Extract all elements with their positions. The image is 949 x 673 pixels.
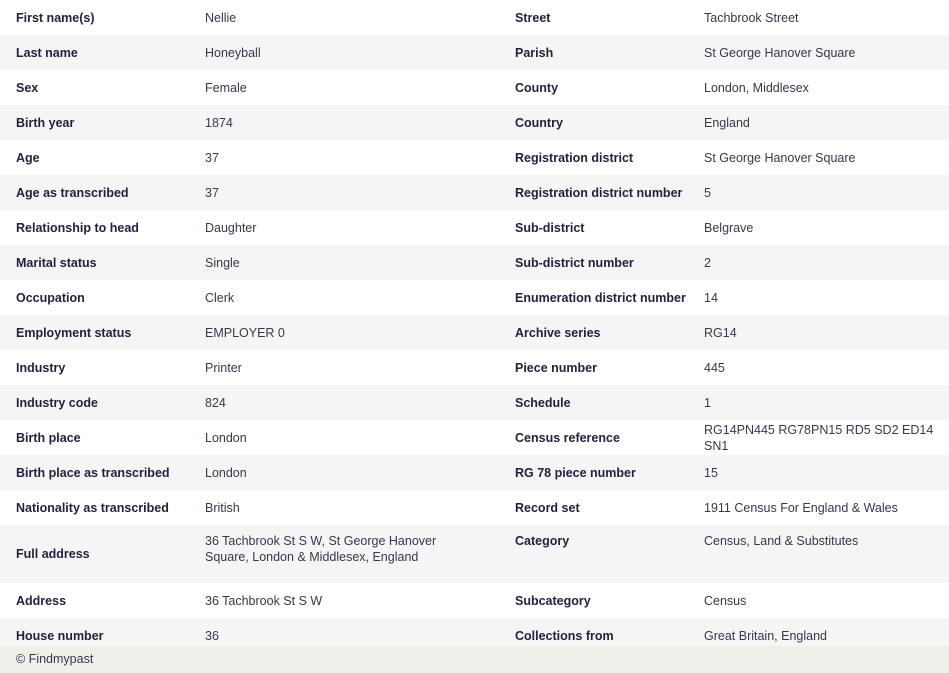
field-value: Printer xyxy=(205,360,242,375)
field-label: Industry code xyxy=(0,385,189,420)
field-label: Sub-district number xyxy=(499,245,688,280)
field-label: Industry xyxy=(16,360,66,375)
table-row xyxy=(0,455,949,490)
field-label: Census reference xyxy=(515,430,620,445)
field-value: 1874 xyxy=(189,105,499,140)
field-value: 14 xyxy=(704,290,718,305)
field-label: Street xyxy=(515,10,551,25)
field-label: Category xyxy=(499,525,688,583)
field-value: 1911 Census For England & Wales xyxy=(704,500,898,515)
field-value: 15 xyxy=(688,455,949,490)
field-value: Female xyxy=(205,80,247,95)
field-value: 2 xyxy=(688,245,949,280)
table-row xyxy=(0,35,949,70)
field-label: RG 78 piece number xyxy=(499,455,688,490)
field-label: Collections from xyxy=(499,618,688,653)
table-row xyxy=(0,350,949,385)
field-label: Sub-district xyxy=(515,220,585,235)
table-row xyxy=(0,280,949,315)
table-row xyxy=(0,245,949,280)
field-label: Employment status xyxy=(0,315,189,350)
table-row xyxy=(0,420,949,455)
table-row xyxy=(0,210,949,245)
field-value: 824 xyxy=(189,385,499,420)
field-label: Birth year xyxy=(0,105,189,140)
table-row xyxy=(0,315,949,350)
table-row xyxy=(0,175,949,210)
field-value: Single xyxy=(189,245,499,280)
table-row xyxy=(0,385,949,420)
field-value: London, Middlesex xyxy=(704,80,809,95)
table-row xyxy=(0,105,949,140)
copyright-footer: © Findmypast xyxy=(0,646,949,673)
field-value: 36 Tachbrook St S W xyxy=(205,593,323,608)
field-value: St George Hanover Square xyxy=(688,35,949,70)
field-value: 36 Tachbrook St S W, St George Hanover Square, London & Middlesex, England xyxy=(189,525,499,583)
field-label: House number xyxy=(0,618,189,653)
field-label: Marital status xyxy=(0,245,189,280)
field-label: Nationality as transcribed xyxy=(16,500,169,515)
field-value: London xyxy=(189,455,499,490)
field-value: Tachbrook Street xyxy=(704,10,799,25)
field-label: Occupation xyxy=(16,290,85,305)
field-value: RG14 xyxy=(688,315,949,350)
field-label: Registration district number xyxy=(499,175,688,210)
field-label: Relationship to head xyxy=(16,220,139,235)
field-value: 1 xyxy=(688,385,949,420)
field-label: County xyxy=(515,80,559,95)
field-value: Nellie xyxy=(205,10,237,25)
field-value: England xyxy=(688,105,949,140)
field-value: Great Britain, England xyxy=(688,618,949,653)
field-value: London xyxy=(205,430,247,445)
field-value: 445 xyxy=(704,360,725,375)
field-label: Last name xyxy=(0,35,189,70)
field-value: Census xyxy=(704,593,747,608)
field-value: Clerk xyxy=(205,290,235,305)
table-row xyxy=(0,490,949,525)
field-value: RG14PN445 RG78PN15 RD5 SD2 ED14 SN1 xyxy=(704,422,934,453)
field-value: Daughter xyxy=(205,220,257,235)
field-label: Full address xyxy=(0,525,189,583)
field-label: Age xyxy=(16,150,40,165)
field-value: EMPLOYER 0 xyxy=(189,315,499,350)
field-label: Country xyxy=(499,105,688,140)
field-value: British xyxy=(205,500,240,515)
field-value: 36 xyxy=(189,618,499,653)
field-value: 37 xyxy=(189,175,499,210)
table-row xyxy=(0,70,949,105)
field-value: 37 xyxy=(205,150,219,165)
table-row xyxy=(0,140,949,175)
field-label: Schedule xyxy=(499,385,688,420)
field-label: Subcategory xyxy=(515,593,591,608)
field-label: Age as transcribed xyxy=(0,175,189,210)
field-label: Enumeration district number xyxy=(515,290,686,305)
field-label: First name(s) xyxy=(16,10,95,25)
field-value: Census, Land & Substitutes xyxy=(688,525,949,583)
field-value: Honeyball xyxy=(189,35,499,70)
table-row xyxy=(0,0,949,35)
table-row xyxy=(0,525,949,583)
field-label: Registration district xyxy=(515,150,634,165)
field-label: Birth place as transcribed xyxy=(0,455,189,490)
field-label: Sex xyxy=(16,80,39,95)
field-label: Record set xyxy=(515,500,580,515)
field-label: Parish xyxy=(499,35,688,70)
field-value: Belgrave xyxy=(704,220,754,235)
table-row xyxy=(0,583,949,618)
field-label: Piece number xyxy=(515,360,597,375)
field-label: Address xyxy=(16,593,67,608)
field-value: St George Hanover Square xyxy=(704,150,856,165)
field-label: Birth place xyxy=(16,430,81,445)
field-label: Archive series xyxy=(499,315,688,350)
field-value: 5 xyxy=(688,175,949,210)
